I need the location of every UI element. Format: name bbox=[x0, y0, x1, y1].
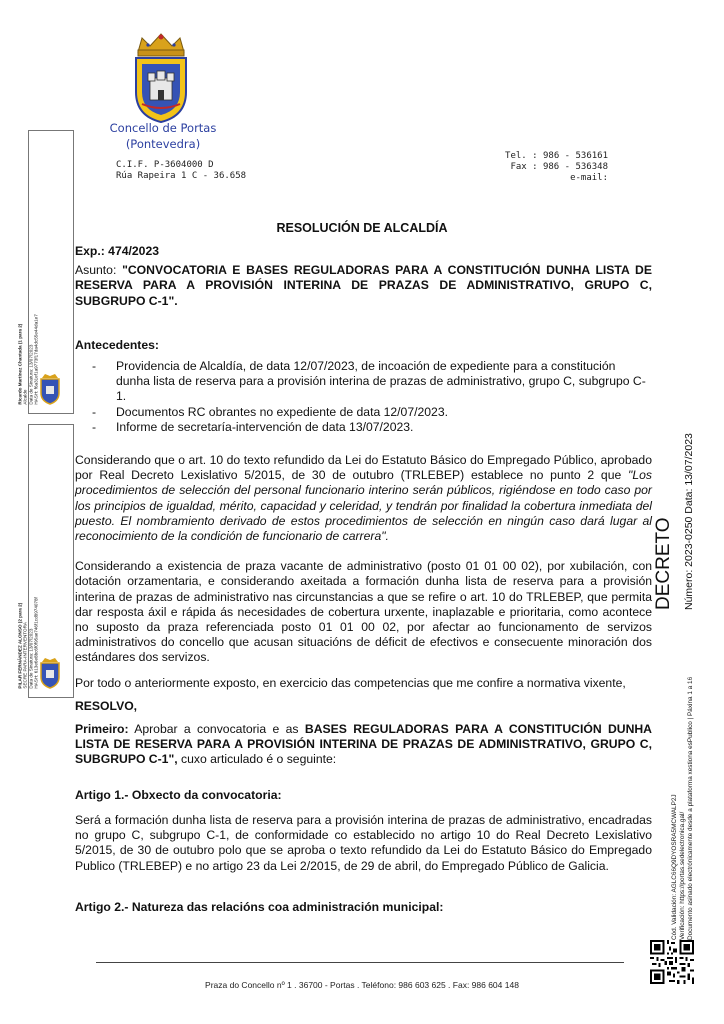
paragraph-text: Considerando que o art. 10 do texto refundido da Lei do Estatuto Básico do Empregado Público, aprobado por Real Decreto Lexislativo 5/2015, de 30 de outubro (TRLEBEP) establece no punto 2 que bbox=[75, 453, 652, 483]
list-item: - Documentos RC obrantes no expediente de data 12/07/2023. bbox=[75, 405, 652, 420]
exposto-paragraph: Por todo o anteriormente exposto, en exercicio das competencias que me confire a normativa vixente, bbox=[75, 675, 626, 690]
electronic-signature-note: Documento asinado electrónicamente desde a plataforma xestiona esPublico | Páxina 1 a 16 bbox=[687, 676, 694, 940]
signature-date: Data de Sinatura: 13/07/2023 bbox=[28, 344, 34, 405]
council-cif: C.I.F. P-3604000 D bbox=[116, 160, 214, 170]
signature-box-secretary bbox=[17, 424, 74, 698]
decree-label: DECRETO bbox=[653, 517, 674, 610]
qr-code-icon bbox=[650, 940, 694, 984]
council-name-block bbox=[104, 120, 222, 152]
council-address-block bbox=[116, 160, 246, 182]
council-fax: Fax : 986 - 536348 bbox=[510, 162, 608, 172]
antecedentes-heading: Antecedentes: bbox=[75, 337, 159, 352]
signature-date: Data de Sinatura: 13/07/2023 bbox=[28, 628, 34, 689]
council-name: Concello de Portas bbox=[109, 121, 217, 135]
signature-hash: HASH: 613e6e8bc6f0f95ae746f1cd8974078f bbox=[33, 597, 39, 689]
signer-role: Alcalde bbox=[22, 389, 28, 405]
considerando-paragraph-2: Considerando a existencia de praza vacante de administrativo (posto 01 01 00 02), por xubilación, con dotación orzamentaria, e considerando axeitada a formación dunha lista de reserva para a provisión interina de prazas de administrativo nas circunstancias a que se refire o art. 10 do TRLEBEP, que permita dar resposta áxil e rápida ás necesidades de cobertura urxente, inaplazable e prioritaria, como acontece no suposto da praza referenciada posto 01 01 00 02, por afectar ao funcionamento de servizos administrativos do concello que acusan situacións de déficit de efectivos e consecuente minoración dos estándares dos servizos. bbox=[75, 559, 652, 665]
signature-hash: HASH: f6a31ef1a9773f17da4dc55e44da1e7 bbox=[33, 314, 39, 405]
subject-paragraph bbox=[75, 263, 652, 309]
article-1-text: Será a formación dunha lista de reserva para a provisión interina de prazas de administrativo, encadradas no grupo C, subgrupo C-1, de conformidade co establecido no artigo 10 do Real Decreto Lexislativo 5/2015, de 30 de outubro polo que se aproba o texto refundido da Lei do Estatuto Básico do Empregado Publico (TRLEBEP) e no artigo 23 da Lei 2/2015, de 29 de abril, do Empregado Público de Galicia. bbox=[75, 812, 652, 873]
primeiro-text: Aprobar a convocatoria e as bbox=[128, 722, 305, 737]
validation-code: Cód. Validación: AGLC66Q9DYOSRA5MCWALP2J bbox=[671, 794, 678, 940]
list-item: - Providencia de Alcaldía, de data 12/07/2023, de incoación de expediente para a constitución dunha lista de reserva para a provisión interina de prazas de administrativo, grupo C, subgrupo C-1. bbox=[75, 359, 652, 405]
council-crest-logo bbox=[128, 30, 194, 124]
council-region: (Pontevedra) bbox=[125, 137, 201, 151]
document-title: RESOLUCIÓN DE ALCALDÍA bbox=[276, 221, 448, 235]
verification-url: Verificación: https://portas.sedelectronica.gal/ bbox=[679, 811, 686, 940]
considerando-paragraph-1 bbox=[75, 453, 652, 544]
decree-number-date: Número: 2023-0250 Data: 13/07/2023 bbox=[683, 433, 695, 610]
council-seal-icon bbox=[38, 373, 62, 405]
primeiro-end-text: cuxo articulado é o seguinte: bbox=[177, 752, 337, 767]
document-body bbox=[75, 244, 652, 915]
subject-label: Asunto: bbox=[75, 263, 117, 278]
primeiro-label: Primeiro: bbox=[75, 722, 129, 737]
list-item: - Informe de secretaría-intervención de data 13/07/2023. bbox=[75, 420, 652, 435]
validation-code-block bbox=[664, 630, 714, 940]
footer-contact: Praza do Concello nº 1 . 36700 - Portas . Teléfono: 986 603 625 . Fax: 986 604 148 bbox=[205, 980, 519, 990]
council-email-label: e-mail: bbox=[570, 173, 608, 183]
subject-text: "CONVOCATORIA E BASES REGULADORAS PARA A CONSTITUCIÓN DUNHA LISTA DE RESERVA PARA A PROVISIÓN INTERINA DE PRAZAS DE ADMINISTRATIVO, GRUPO C, SUBGRUPO C-1". bbox=[75, 263, 652, 308]
signature-box-mayor bbox=[17, 130, 74, 414]
council-address: Rúa Rapeira 1 C - 36.658 bbox=[116, 171, 247, 181]
footer-divider bbox=[96, 962, 624, 963]
signature-details bbox=[17, 598, 39, 689]
signature-details bbox=[17, 315, 39, 405]
council-phone: Tel. : 986 - 536161 bbox=[505, 151, 608, 161]
primeiro-bold-text: BASES REGULADORAS PARA A CONSTITUCIÓN DUNHA LISTA DE RESERVA PARA A PROVISIÓN INTERINA DE PRAZAS DE ADMINISTRATIVO, GRUPO C, SUBGRUPO C-1", bbox=[75, 722, 652, 767]
signer-name: PILAR FERNÁNDEZ ALONSO (2 para 2) bbox=[17, 603, 23, 689]
council-contact-block bbox=[505, 151, 608, 184]
signer-name: Ricardo Martínez Chantada (1 para 2) bbox=[17, 324, 23, 405]
article-2-heading: Artigo 2.- Natureza das relacións coa administración municipal: bbox=[75, 899, 444, 914]
decree-stamp bbox=[651, 370, 711, 610]
resolvo-heading: RESOLVO, bbox=[75, 698, 138, 713]
signer-role: SECRE PARA-INTERVENTORA bbox=[22, 622, 28, 689]
primeiro-paragraph bbox=[75, 722, 652, 768]
council-seal-icon bbox=[38, 657, 62, 689]
legal-quote: "Los procedimientos de selección del personal funcionario interino serán públicos, rigiéndose en todo caso por los principios de igualdad, mérito, capacidad y celeridad, y tendrán por finalidad la cobertura inmediata del puesto. El nombramiento derivado de estos procedimientos de selección en ningún caso dará lugar al reconocimiento de la condición de funcionario de carrera". bbox=[75, 468, 652, 544]
antecedentes-list bbox=[75, 359, 652, 435]
clipped-header-line bbox=[114, 181, 614, 185]
expedient-number: Exp.: 474/2023 bbox=[75, 244, 160, 258]
article-1-heading: Artigo 1.- Obxecto da convocatoria: bbox=[75, 787, 282, 802]
